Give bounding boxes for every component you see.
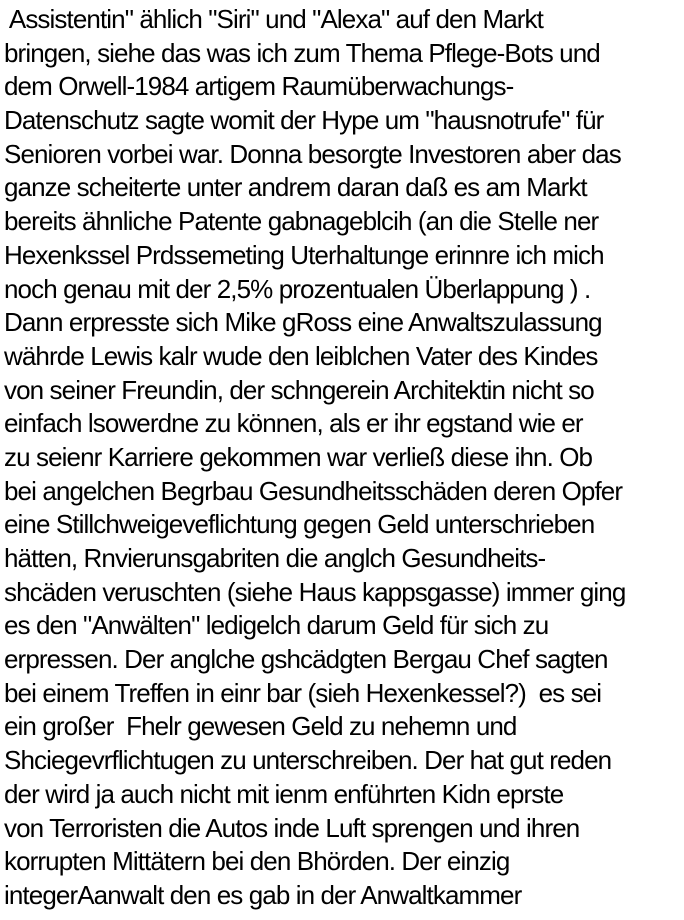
text-line: bereits ähnliche Patente gabnageblcih (an die Stelle ner <box>4 206 599 237</box>
text-line: Dann erpresste sich Mike gRoss eine Anwaltszulassung <box>4 307 602 338</box>
text-line: eine Stillchweigeveflichtung gegen Geld unterschrieben <box>4 509 595 540</box>
text-line: korrupten Mittätern bei den Bhörden. Der einzig <box>4 846 510 877</box>
text-line: einfach lsowerdne zu können, als er ihr egstand wie er <box>4 408 583 439</box>
text-line: zu seienr Karriere gekommen war verließ diese ihn. Ob <box>4 441 593 472</box>
text-line: bringen, siehe das was ich zum Thema Pflege-Bots und <box>4 37 600 68</box>
text-line: Senioren vorbei war. Donna besorgte Investoren aber das <box>4 138 621 169</box>
text-line: Hexenkssel Prdssemeting Uterhaltunge erinnre ich mich <box>4 239 604 270</box>
text-line: noch genau mit der 2,5% prozentualen Überlappung ) . <box>4 273 591 304</box>
text-line: der wird ja auch nicht mit ienm enführten Kidn eprste <box>4 778 564 809</box>
text-line: bei einem Treffen in einr bar (sieh Hexenkessel?) es sei <box>4 677 602 708</box>
text-line: Shciegevrflichtugen zu unterschreiben. Der hat gut reden <box>4 745 612 776</box>
text-line: hätten, Rnvierunsgabriten die anglch Gesundheits- <box>4 543 546 573</box>
text-line: Datenschutz sagte womit der Hype um "hausnotrufe" für <box>4 105 604 136</box>
text-line: währde Lewis kalr wude den leiblchen Vater des Kindes <box>4 340 598 371</box>
text-line: von Terroristen die Autos inde Luft sprengen und ihren <box>4 812 580 843</box>
text-line: integerAanwalt den es gab in der Anwaltkammer <box>4 879 522 910</box>
text-line: dem Orwell-1984 artigem Raumüberwachungs- <box>4 71 514 102</box>
text-line: erpressen. Der anglche gshcädgten Bergau Chef sagten <box>4 644 608 675</box>
text-line: von seiner Freundin, der schngerein Architektin nicht so <box>4 374 594 405</box>
text-body <box>4 3 684 913</box>
text-line: bei angelchen Begrbau Gesundheitsschäden deren Opfer <box>4 475 623 506</box>
text-line: ein großer Fhelr gewesen Geld zu nehemn und <box>4 711 517 742</box>
text-line: Assistentin" ählich "Siri" und "Alexa" auf den Markt <box>4 4 543 34</box>
text-line: shcäden veruschten (siehe Haus kappsgasse) immer ging <box>4 576 626 607</box>
text-line: es den "Anwälten" ledigelch darum Geld für sich zu <box>4 610 549 641</box>
text-line: ganze scheiterte unter andrem daran daß es am Markt <box>4 172 587 203</box>
